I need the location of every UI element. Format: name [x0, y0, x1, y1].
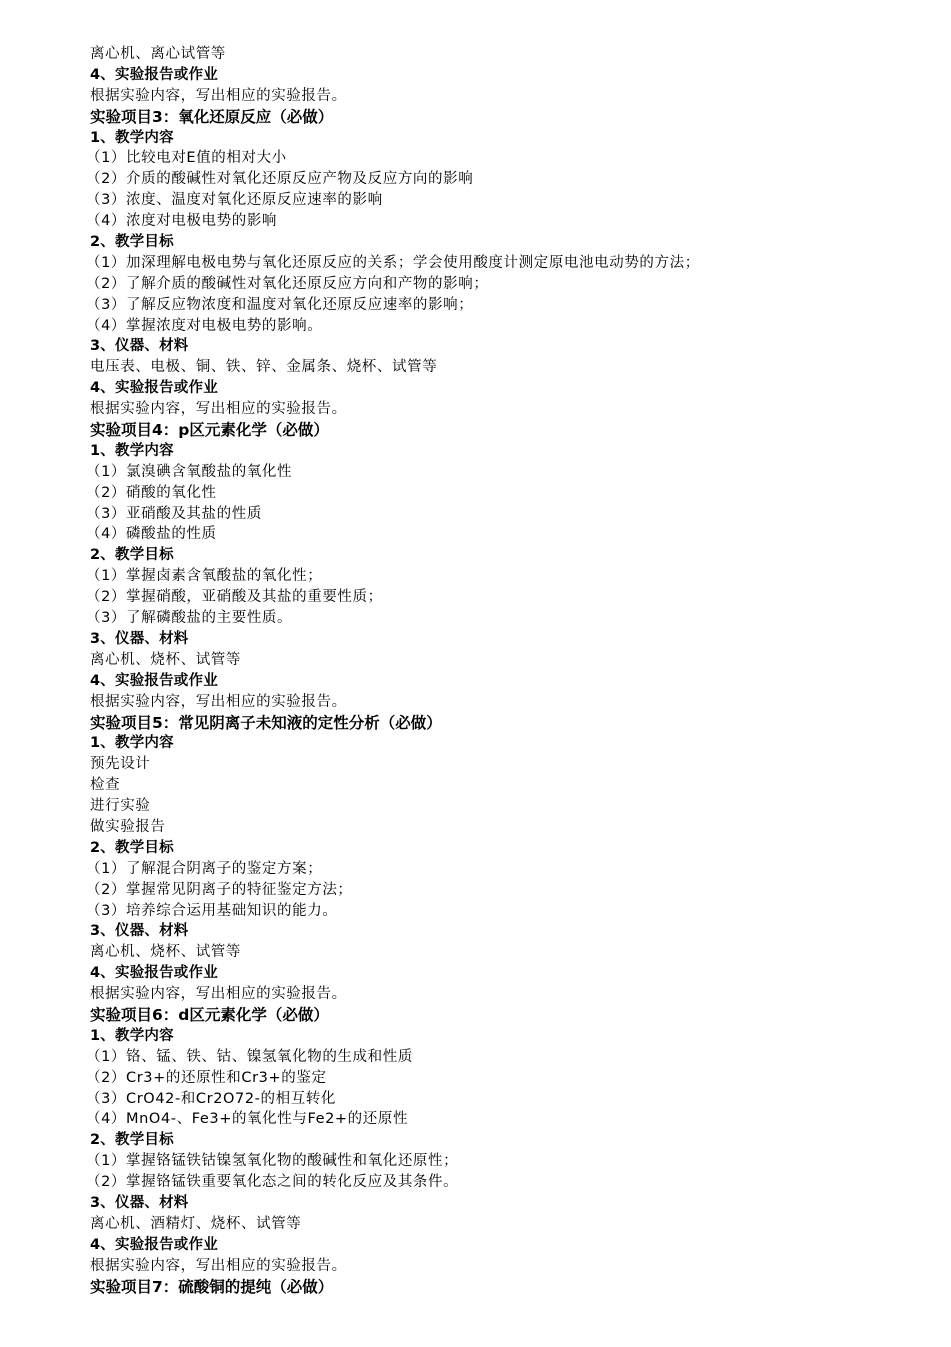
list-item: （4）浓度对电极电势的影响 — [86, 213, 278, 230]
section-heading: 4、实验报告或作业 — [90, 965, 218, 982]
document-body — [86, 44, 930, 1297]
list-item: （1）加深理解电极电势与氧化还原反应的关系；学会使用酸度计测定原电池电动势的方法； — [86, 254, 700, 271]
list-item: （3）浓度、温度对氧化还原反应速率的影响 — [86, 192, 383, 209]
list-item: （3）培养综合运用基础知识的能力。 — [86, 902, 338, 919]
section-heading: 2、教学目标 — [90, 839, 174, 856]
section-heading: 1、教学内容 — [90, 129, 174, 146]
list-item: （1）了解混合阴离子的鉴定方案； — [86, 860, 323, 877]
section-heading: 2、教学目标 — [90, 234, 174, 251]
list-item: （1）掌握卤素含氧酸盐的氧化性； — [86, 568, 323, 585]
section-heading: 2、教学目标 — [90, 547, 174, 564]
section-heading: 3、仪器、材料 — [90, 923, 189, 940]
section-heading: 4、实验报告或作业 — [90, 66, 218, 83]
list-item: （1）比较电对E值的相对大小 — [86, 150, 287, 167]
paragraph-line: 根据实验内容，写出相应的实验报告。 — [90, 401, 347, 418]
list-item: （3）CrO42-和Cr2O72-的相互转化 — [86, 1090, 337, 1107]
project-title: 实验项目4：p区元素化学（必做） — [90, 421, 329, 440]
section-heading: 1、教学内容 — [90, 735, 174, 752]
paragraph-line: 根据实验内容，写出相应的实验报告。 — [90, 1257, 347, 1274]
project-title: 实验项目5：常见阴离子未知液的定性分析（必做） — [90, 713, 442, 732]
list-item: （3）了解反应物浓度和温度对氧化还原反应速率的影响； — [86, 296, 474, 313]
paragraph-line: 电压表、电极、铜、铁、锌、金属条、烧杯、试管等 — [90, 359, 438, 376]
section-heading: 4、实验报告或作业 — [90, 672, 218, 689]
paragraph-line: 离心机、离心试管等 — [90, 46, 226, 62]
paragraph-line: 进行实验 — [90, 798, 151, 815]
section-heading: 1、教学内容 — [90, 1027, 174, 1044]
list-item: （2）硝酸的氧化性 — [86, 484, 217, 501]
section-heading: 1、教学内容 — [90, 442, 174, 459]
paragraph-line: 预先设计 — [90, 756, 151, 773]
list-item: （4）磷酸盐的性质 — [86, 526, 217, 543]
list-item: （3）亚硝酸及其盐的性质 — [86, 505, 262, 522]
list-item: （1）掌握铬锰铁钴镍氢氧化物的酸碱性和氧化还原性； — [86, 1153, 459, 1170]
section-heading: 2、教学目标 — [90, 1132, 174, 1149]
list-item: （4）掌握浓度对电极电势的影响。 — [86, 317, 323, 334]
list-item: （2）掌握常见阴离子的特征鉴定方法； — [86, 881, 353, 898]
section-heading: 3、仪器、材料 — [90, 1194, 189, 1211]
project-title: 实验项目3：氧化还原反应（必做） — [90, 107, 334, 126]
paragraph-line: 根据实验内容，写出相应的实验报告。 — [90, 693, 347, 710]
list-item: （4）MnO4-、Fe3+的氧化性与Fe2+的还原性 — [86, 1111, 409, 1128]
paragraph-line: 根据实验内容，写出相应的实验报告。 — [90, 986, 347, 1003]
list-item: （2）掌握铬锰铁重要氧化态之间的转化反应及其条件。 — [86, 1174, 459, 1191]
list-item: （1）氯溴碘含氧酸盐的氧化性 — [86, 463, 293, 480]
list-item: （2）介质的酸碱性对氧化还原反应产物及反应方向的影响 — [86, 171, 474, 188]
paragraph-line: 离心机、烧杯、试管等 — [90, 944, 241, 961]
project-title: 实验项目7：硫酸铜的提纯（必做） — [90, 1277, 334, 1296]
paragraph-line: 离心机、烧杯、试管等 — [90, 651, 241, 668]
paragraph-line: 做实验报告 — [90, 818, 166, 835]
section-heading: 3、仪器、材料 — [90, 630, 189, 647]
list-item: （3）了解磷酸盐的主要性质。 — [86, 610, 293, 627]
paragraph-line: 检查 — [90, 777, 121, 794]
list-item: （2）掌握硝酸，亚硝酸及其盐的重要性质； — [86, 589, 383, 606]
paragraph-line: 根据实验内容，写出相应的实验报告。 — [90, 87, 347, 104]
section-heading: 3、仪器、材料 — [90, 338, 189, 355]
list-item: （1）铬、锰、铁、钴、镍氢氧化物的生成和性质 — [86, 1048, 413, 1065]
project-title: 实验项目6：d区元素化学（必做） — [90, 1005, 329, 1024]
list-item: （2）了解介质的酸碱性对氧化还原反应方向和产物的影响； — [86, 275, 489, 292]
section-heading: 4、实验报告或作业 — [90, 380, 218, 397]
paragraph-line: 离心机、酒精灯、烧杯、试管等 — [90, 1215, 302, 1232]
section-heading: 4、实验报告或作业 — [90, 1236, 218, 1253]
list-item: （2）Cr3+的还原性和Cr3+的鉴定 — [86, 1069, 327, 1086]
